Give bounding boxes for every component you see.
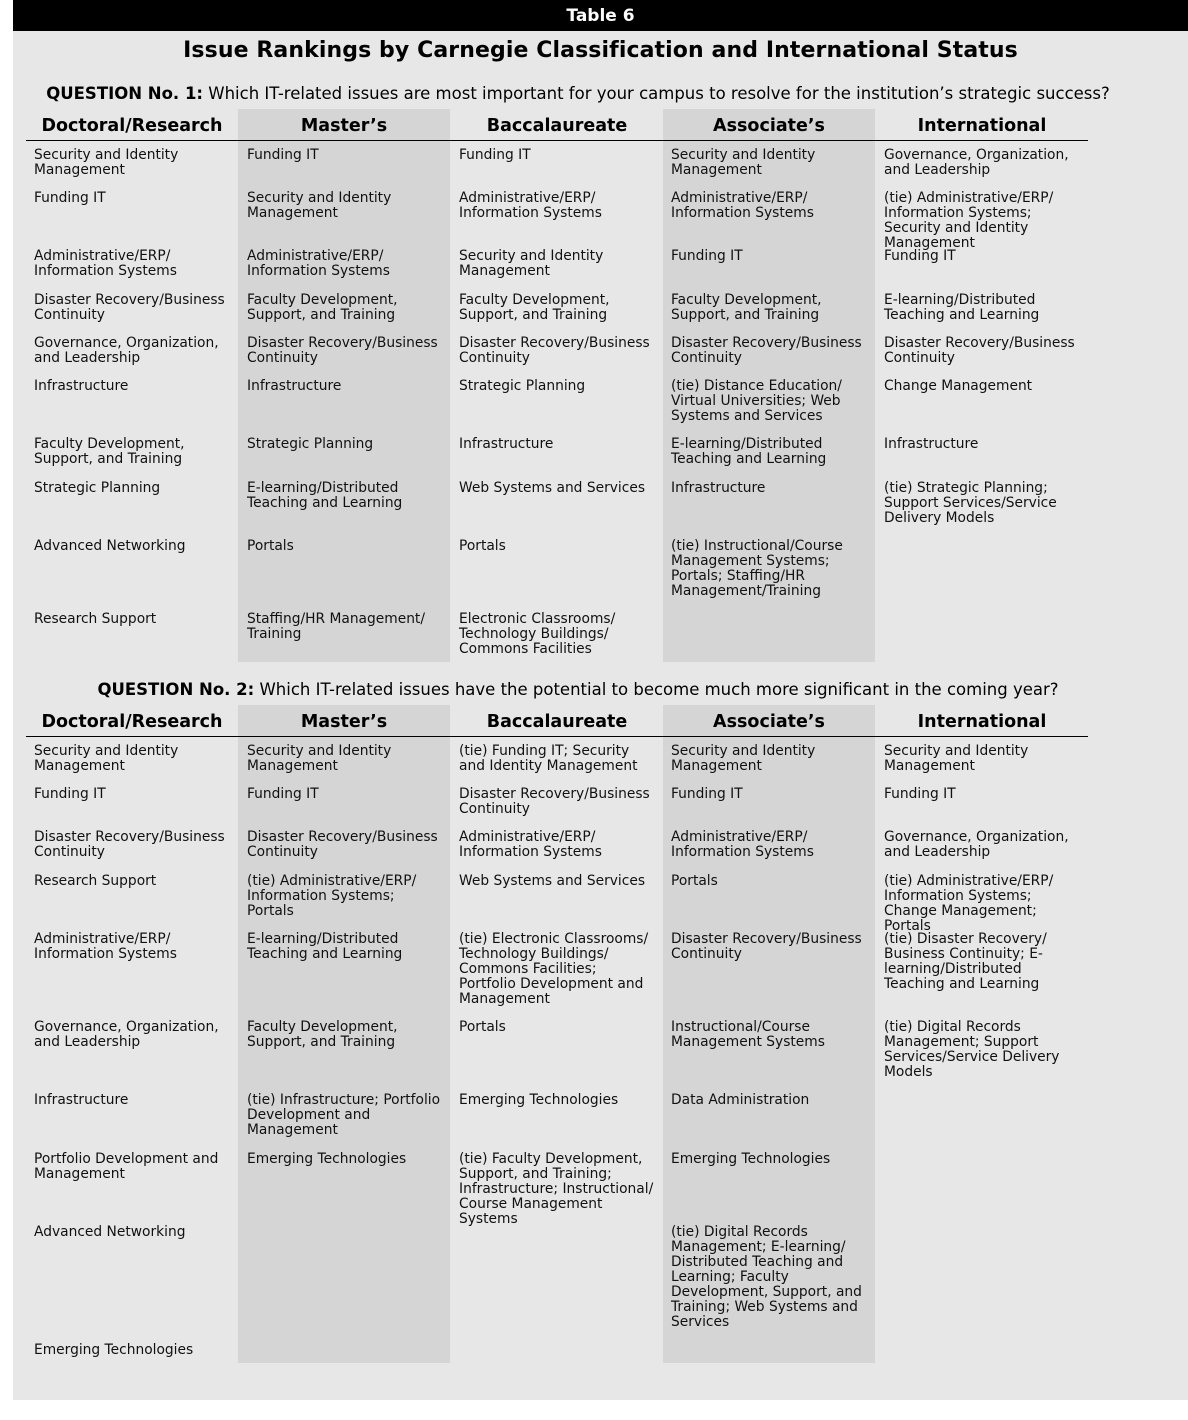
table-cell: Governance, Organization, and Leadership bbox=[34, 335, 219, 366]
table-cell: Emerging Technologies bbox=[459, 1092, 619, 1108]
table-cell: Security and Identity Management bbox=[671, 743, 816, 774]
table-cell: Funding IT bbox=[34, 786, 106, 802]
table-cell: (tie) Strategic Planning; Support Services/Service Delivery Models bbox=[884, 480, 1057, 526]
table-cell: E-learning/Distributed Teaching and Learning bbox=[247, 480, 403, 511]
question-1 bbox=[13, 84, 1143, 103]
table-cell: Disaster Recovery/Business Continuity bbox=[34, 292, 225, 323]
header-rule bbox=[26, 736, 1088, 737]
table-cell: Faculty Development, Support, and Training bbox=[34, 436, 185, 467]
table-cell: Change Management bbox=[884, 378, 1033, 394]
table-cell: Funding IT bbox=[884, 786, 956, 802]
table-cell: Infrastructure bbox=[884, 436, 979, 452]
table-label: Table 6 bbox=[13, 0, 1188, 31]
table-cell: Advanced Networking bbox=[34, 538, 186, 554]
question-text: Which IT-related issues are most important for your campus to resolve for the institution’s strategic success? bbox=[203, 84, 1110, 103]
table-cell: Faculty Development, Support, and Training bbox=[671, 292, 822, 323]
table-cell: Funding IT bbox=[459, 147, 531, 163]
table-cell: Research Support bbox=[34, 873, 157, 889]
table-cell: Disaster Recovery/Business Continuity bbox=[247, 335, 438, 366]
table-cell: Administrative/ERP/ Information Systems bbox=[459, 829, 602, 860]
table-cell: Security and Identity Management bbox=[671, 147, 816, 178]
table-cell: Administrative/ERP/ Information Systems bbox=[34, 931, 177, 962]
table-cell: Disaster Recovery/Business Continuity bbox=[34, 829, 225, 860]
table-cell: (tie) Infrastructure; Portfolio Development and Management bbox=[247, 1092, 441, 1138]
table-cell: Instructional/Course Management Systems bbox=[671, 1019, 825, 1050]
table-cell: Governance, Organization, and Leadership bbox=[884, 829, 1069, 860]
question-number: QUESTION No. 1: bbox=[46, 84, 204, 103]
table-cell: Faculty Development, Support, and Training bbox=[247, 292, 398, 323]
table-cell: Portfolio Development and Management bbox=[34, 1151, 219, 1182]
table-cell: Emerging Technologies bbox=[671, 1151, 831, 1167]
table-cell: (tie) Administrative/ERP/ Information Systems; Change Management; Portals bbox=[884, 873, 1054, 934]
table-cell: Research Support bbox=[34, 611, 157, 627]
table-cell: Infrastructure bbox=[671, 480, 766, 496]
page-title: Issue Rankings by Carnegie Classification and International Status bbox=[183, 38, 1018, 63]
table-cell: Funding IT bbox=[884, 248, 956, 264]
table-cell: Faculty Development, Support, and Training bbox=[247, 1019, 398, 1050]
table-cell: Electronic Classrooms/ Technology Buildings/ Commons Facilities bbox=[459, 611, 616, 657]
table-cell: Security and Identity Management bbox=[459, 248, 604, 279]
table-cell: Portals bbox=[459, 538, 506, 554]
table-cell: Infrastructure bbox=[247, 378, 342, 394]
table-cell: Security and Identity Management bbox=[884, 743, 1029, 774]
table-cell: Portals bbox=[459, 1019, 506, 1035]
table-cell: Staffing/HR Management/ Training bbox=[247, 611, 425, 642]
column-header: Master’s bbox=[300, 116, 388, 136]
table-cell: (tie) Electronic Classrooms/ Technology Buildings/ Commons Facilities; Portfolio Development and Management bbox=[459, 931, 649, 1007]
column-header: Doctoral/Research bbox=[41, 712, 223, 732]
table-cell: Disaster Recovery/Business Continuity bbox=[247, 829, 438, 860]
table-cell: (tie) Administrative/ERP/ Information Systems; Security and Identity Management bbox=[884, 190, 1054, 251]
table-cell: Funding IT bbox=[671, 786, 743, 802]
table-cell: (tie) Funding IT; Security and Identity Management bbox=[459, 743, 638, 774]
table-cell: Strategic Planning bbox=[34, 480, 161, 496]
question-text: Which IT-related issues have the potential to become much more significant in the coming year? bbox=[254, 680, 1059, 699]
table-cell: (tie) Distance Education/ Virtual Universities; Web Systems and Services bbox=[671, 378, 842, 424]
table-cell: Administrative/ERP/ Information Systems bbox=[671, 829, 814, 860]
table-cell: Security and Identity Management bbox=[34, 743, 179, 774]
table-cell: Emerging Technologies bbox=[247, 1151, 407, 1167]
table-cell: Web Systems and Services bbox=[459, 873, 646, 889]
table-cell: Disaster Recovery/Business Continuity bbox=[671, 335, 862, 366]
column-header: International bbox=[917, 116, 1047, 136]
table-cell: (tie) Digital Records Management; E-learning/ Distributed Teaching and Learning; Faculty Development, Support, and Training; Web Systems and Services bbox=[671, 1224, 862, 1330]
table-cell: E-learning/Distributed Teaching and Learning bbox=[671, 436, 827, 467]
table-cell: Security and Identity Management bbox=[34, 147, 179, 178]
table-cell: Portals bbox=[671, 873, 718, 889]
question-2 bbox=[13, 680, 1143, 699]
table-cell: (tie) Digital Records Management; Support Services/Service Delivery Models bbox=[884, 1019, 1060, 1080]
table-cell: (tie) Instructional/Course Management Systems; Portals; Staffing/HR Management/Training bbox=[671, 538, 843, 599]
column-header: Doctoral/Research bbox=[41, 116, 223, 136]
column-header: Baccalaureate bbox=[486, 116, 628, 136]
table-cell: Funding IT bbox=[34, 190, 106, 206]
table-cell: Funding IT bbox=[247, 786, 319, 802]
table-cell: Infrastructure bbox=[459, 436, 554, 452]
table-cell: Strategic Planning bbox=[459, 378, 586, 394]
table-cell: Governance, Organization, and Leadership bbox=[884, 147, 1069, 178]
table-cell: Administrative/ERP/ Information Systems bbox=[671, 190, 814, 221]
table-cell: Infrastructure bbox=[34, 378, 129, 394]
table-cell: Advanced Networking bbox=[34, 1224, 186, 1240]
table-cell: E-learning/Distributed Teaching and Learning bbox=[247, 931, 403, 962]
table-cell: Administrative/ERP/ Information Systems bbox=[34, 248, 177, 279]
table-cell: Infrastructure bbox=[34, 1092, 129, 1108]
table-cell: Funding IT bbox=[671, 248, 743, 264]
question-number: QUESTION No. 2: bbox=[97, 680, 255, 699]
table-cell: Security and Identity Management bbox=[247, 190, 392, 221]
column-header: Master’s bbox=[300, 712, 388, 732]
table-cell: Security and Identity Management bbox=[247, 743, 392, 774]
table-cell: Faculty Development, Support, and Training bbox=[459, 292, 610, 323]
table-cell: Funding IT bbox=[247, 147, 319, 163]
table-cell: Disaster Recovery/Business Continuity bbox=[459, 335, 650, 366]
table-cell: Disaster Recovery/Business Continuity bbox=[884, 335, 1075, 366]
table-cell: Portals bbox=[247, 538, 294, 554]
column-header: International bbox=[917, 712, 1047, 732]
column-header: Baccalaureate bbox=[486, 712, 628, 732]
table-cell: (tie) Disaster Recovery/ Business Continuity; E-learning/Distributed Teaching and Learning bbox=[884, 931, 1047, 992]
table-cell: Strategic Planning bbox=[247, 436, 374, 452]
table-cell: Disaster Recovery/Business Continuity bbox=[459, 786, 650, 817]
table-cell: Disaster Recovery/Business Continuity bbox=[671, 931, 862, 962]
table-cell: Web Systems and Services bbox=[459, 480, 646, 496]
table-cell: (tie) Administrative/ERP/ Information Systems; Portals bbox=[247, 873, 417, 919]
table-cell: Administrative/ERP/ Information Systems bbox=[459, 190, 602, 221]
table-cell: Data Administration bbox=[671, 1092, 810, 1108]
table-cell: Emerging Technologies bbox=[34, 1342, 194, 1358]
table-cell: Governance, Organization, and Leadership bbox=[34, 1019, 219, 1050]
table-cell: (tie) Faculty Development, Support, and Training; Infrastructure; Instructional/ Course Management Systems bbox=[459, 1151, 654, 1227]
header-rule bbox=[26, 140, 1088, 141]
table-cell: Administrative/ERP/ Information Systems bbox=[247, 248, 390, 279]
table-cell: E-learning/Distributed Teaching and Learning bbox=[884, 292, 1040, 323]
column-header: Associate’s bbox=[713, 116, 825, 136]
column-header: Associate’s bbox=[713, 712, 825, 732]
